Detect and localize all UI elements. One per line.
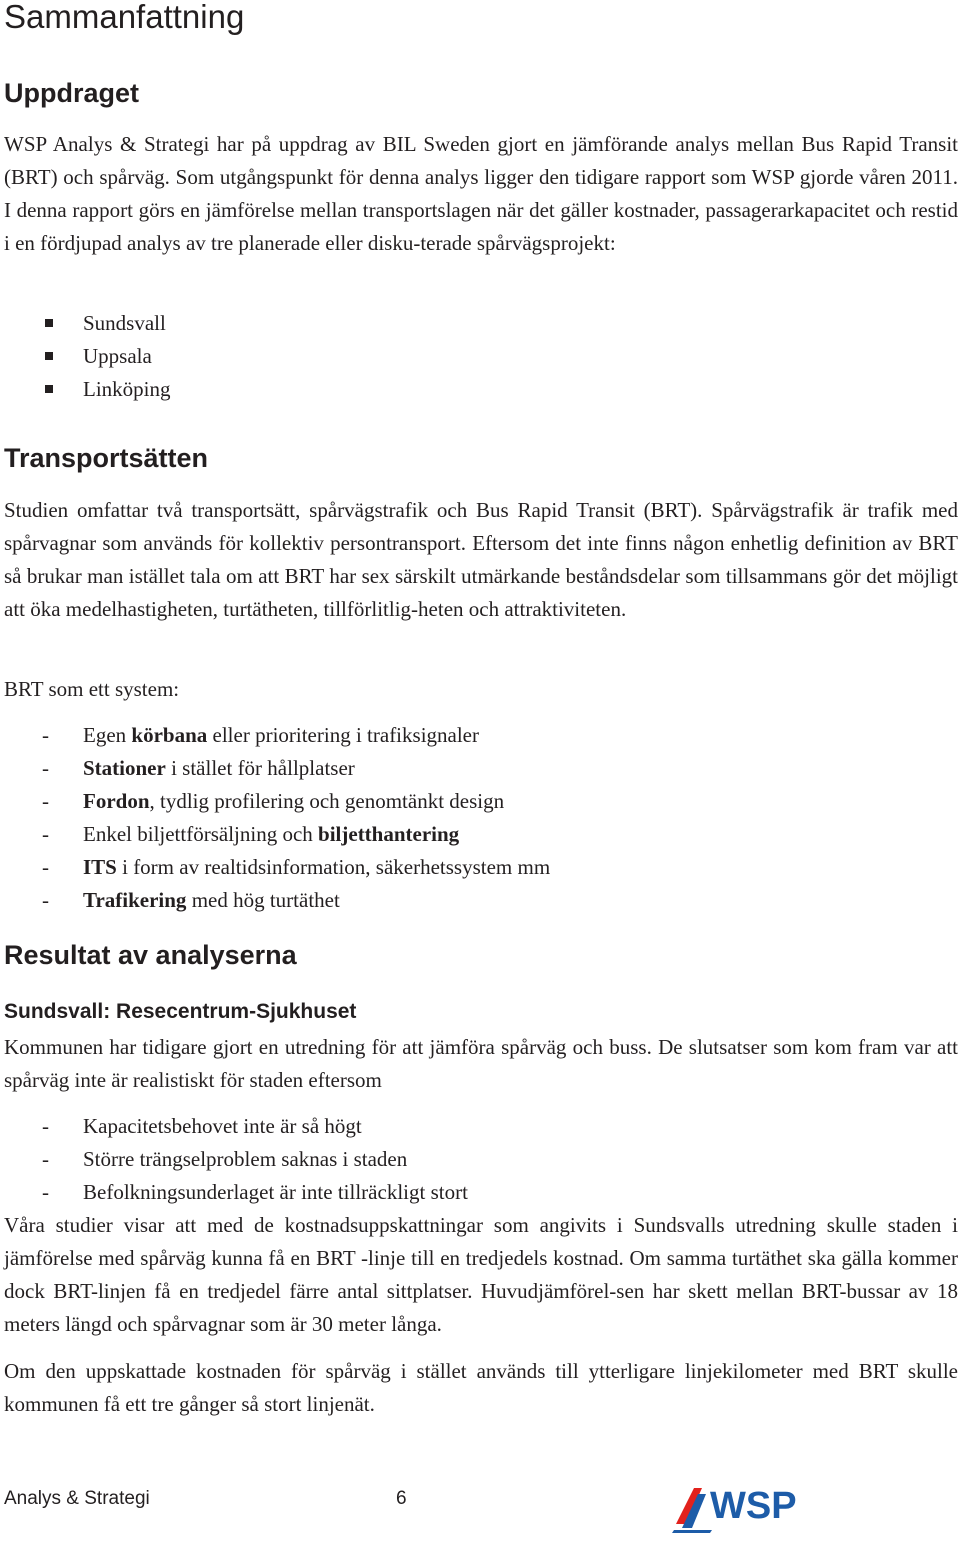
subheading-sundsvall: Sundsvall: Resecentrum-Sjukhuset	[4, 1000, 357, 1023]
wsp-logo	[672, 1480, 804, 1534]
bullet-square-icon	[45, 319, 53, 327]
bullet-square-icon	[45, 385, 53, 393]
project-list	[4, 307, 171, 406]
page-number: 6	[396, 1488, 407, 1509]
section-heading-uppdraget: Uppdraget	[4, 78, 139, 108]
list-item: - Fordon, tydlig profilering och genomtänkt design	[42, 789, 505, 813]
list-item: - Befolkningsunderlaget är inte tillräckligt stort	[42, 1180, 468, 1204]
list-item: - Kapacitetsbehovet inte är så högt	[42, 1114, 362, 1138]
svg-text:WSP: WSP	[710, 1485, 797, 1527]
list-item: Sundsvall	[4, 307, 171, 340]
list-item: Linköping	[4, 373, 171, 406]
footer-company: Analys & Strategi	[4, 1488, 150, 1509]
page-title: Sammanfattning	[4, 0, 245, 35]
resultat-paragraph-2: Våra studier visar att med de kostnadsuppskattningar som angivits i Sundsvalls utredning skulle staden i jämförelse med spårväg kunna få en BRT -linje till en tredjedels kostnad. Om samma turtäthet ska gälla kommer dock BRT-linjen få en tredjedel färre antal sittplatser. Huvudjämförel-sen har skett mellan BRT-bussar av 18 meters längd och spårvagnar som är 30 meter långa.	[4, 1213, 958, 1336]
list-item: - Enkel biljettförsäljning och biljetthantering	[42, 822, 460, 846]
uppdraget-paragraph: WSP Analys & Strategi har på uppdrag av BIL Sweden gjort en jämförande analys mellan Bus Rapid Transit (BRT) och spårväg. Som utgångspunkt för denna analys ligger den tidigare rapport som WSP gjorde våren 2011. I denna rapport görs en jämförelse mellan transportslagen när det gäller kostnader, passagerarkapacitet och restid i en fördjupad analys av tre planerade eller disku-terade spårvägsprojekt:	[4, 132, 958, 255]
brt-system-intro: BRT som ett system:	[4, 677, 180, 701]
brt-system-list	[4, 719, 550, 917]
list-item: - Stationer i stället för hållplatser	[42, 756, 355, 780]
list-item: - Trafikering med hög turtäthet	[42, 888, 340, 912]
bullet-square-icon	[45, 352, 53, 360]
list-item: Uppsala	[4, 340, 171, 373]
list-item: - Egen körbana eller prioritering i trafiksignaler	[42, 723, 479, 747]
reasons-list	[4, 1110, 468, 1209]
resultat-paragraph-1: Kommunen har tidigare gjort en utredning för att jämföra spårväg och buss. De slutsatser som kom fram var att spårväg inte är realistiskt för staden eftersom	[4, 1035, 958, 1092]
transportsatten-paragraph: Studien omfattar två transportsätt, spårvägstrafik och Bus Rapid Transit (BRT). Spårvägstrafik är trafik med spårvagnar som används för kollektiv persontransport. Eftersom det inte finns någon enhetlig definition av BRT så brukar man istället tala om att BRT har sex särskilt utmärkande beståndsdelar som tillsammans gör det möjligt att öka medelhastigheten, turtätheten, tillförlitlig-heten och attraktiviteten.	[4, 498, 958, 621]
list-item: - ITS i form av realtidsinformation, säkerhetssystem mm	[42, 855, 551, 879]
section-heading-resultat: Resultat av analyserna	[4, 940, 297, 970]
list-item: - Större trängselproblem saknas i staden	[42, 1147, 408, 1171]
section-heading-transportsatten: Transportsätten	[4, 443, 209, 473]
resultat-paragraph-3: Om den uppskattade kostnaden för spårväg i stället används till ytterligare linjekilometer med BRT skulle kommunen få ett tre gånger så stort linjenät.	[4, 1359, 958, 1416]
